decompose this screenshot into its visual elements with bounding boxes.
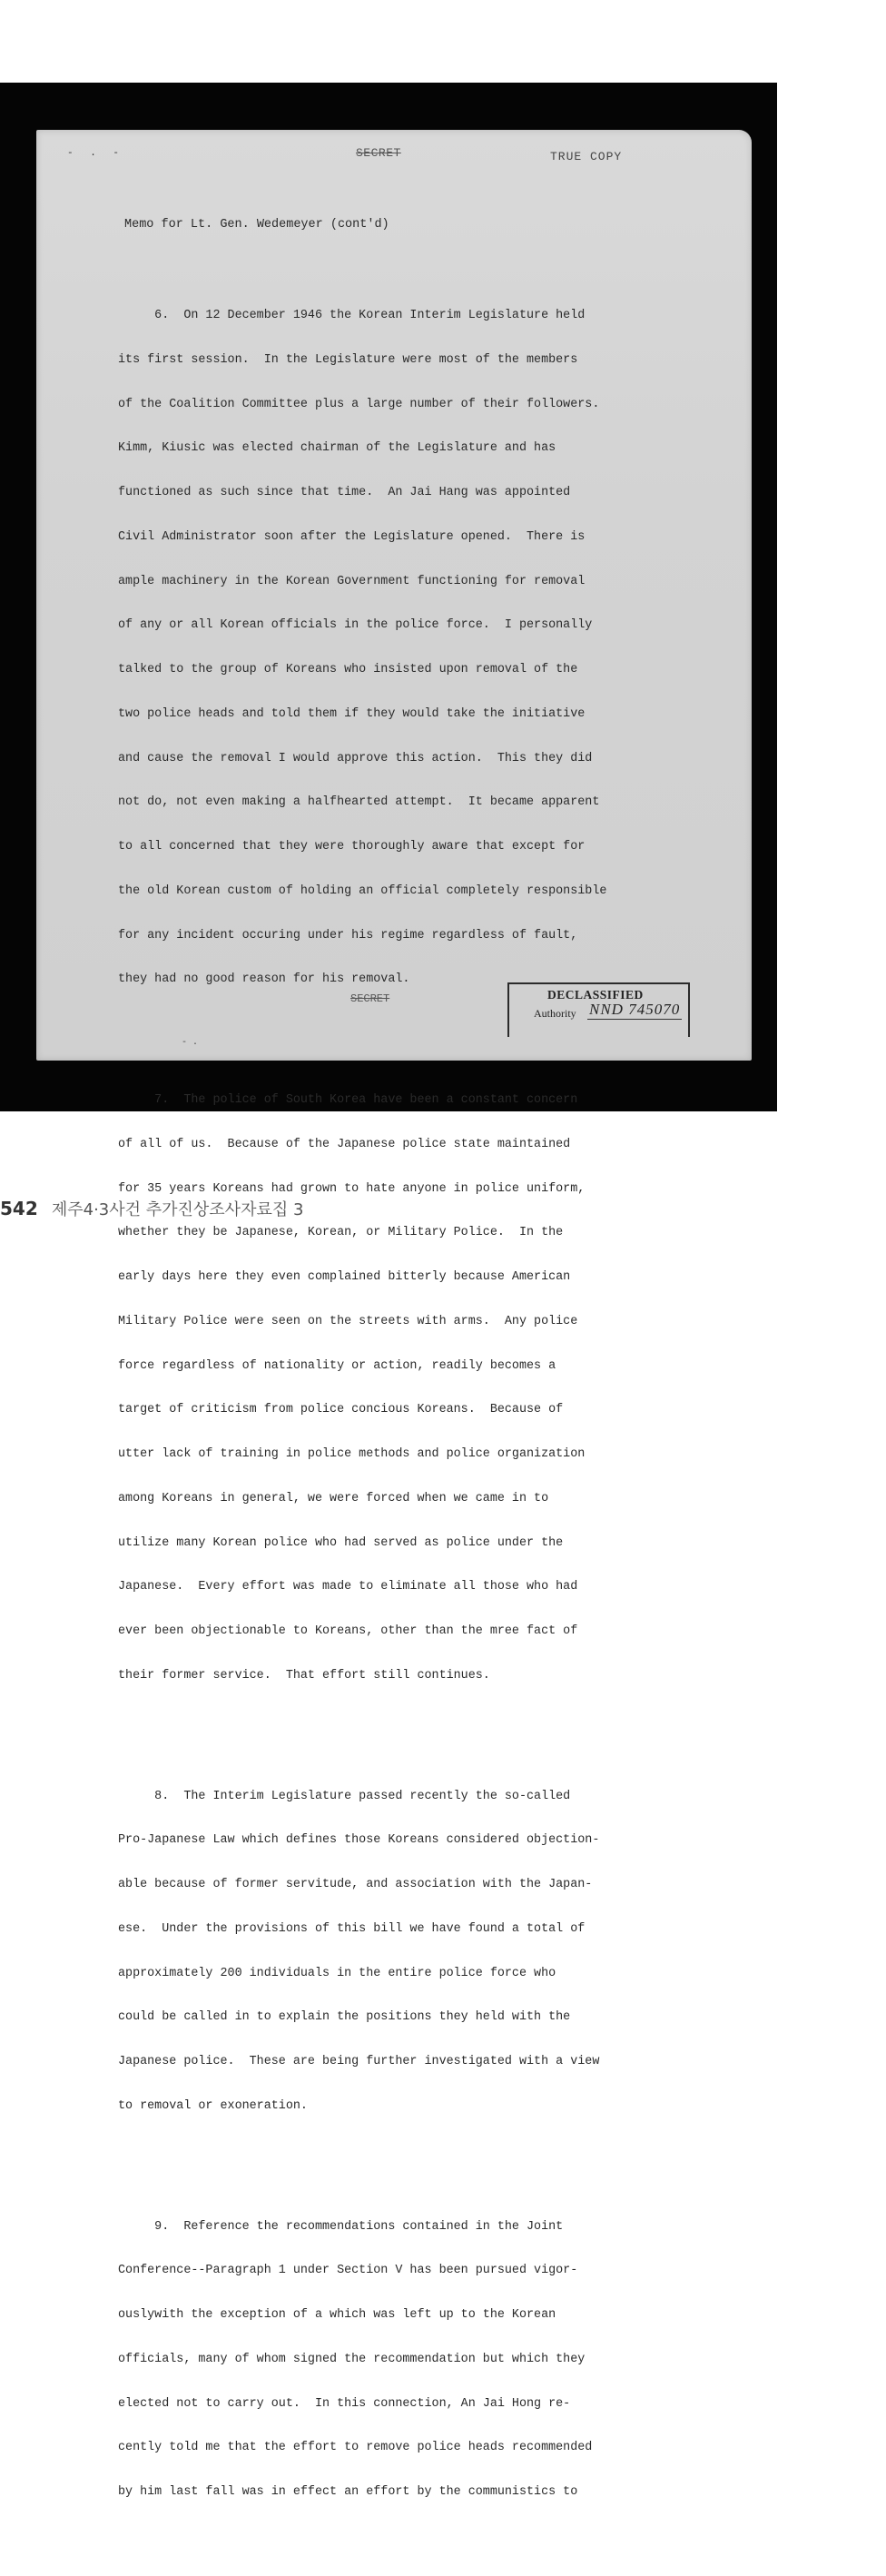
text-line: by him last fall was in effect an effort by the communistics to [118,2485,578,2499]
text-line: the old Korean custom of holding an official completely responsible [118,883,607,898]
text-line: of the Coalition Committee plus a large number of their followers. [118,397,600,411]
text-line: Japanese. Every effort was made to eliminate all those who had [118,1580,578,1594]
page-number: 542 [0,1198,38,1219]
text-line: Civil Administrator soon after the Legislature opened. There is [118,529,586,544]
paragraph-8 [118,1760,726,2144]
text-line: 7. The police of South Korea have been a constant concern [118,1093,578,1107]
book-title: 제주4·3사건 추가진상조사자료집 3 [51,1200,304,1219]
footer-classification-secret: SECRET [350,992,390,1005]
text-line: its first session. In the Legislature were most of the members [118,352,578,367]
text-line: for any incident occuring under his regime regardless of fault, [118,928,578,943]
text-line: Military Police were seen on the streets with arms. Any police [118,1314,578,1328]
text-line: not do, not even making a halfhearted attempt. It became apparent [118,795,600,810]
text-line: officials, many of whom signed the recommendation but which they [118,2352,586,2366]
text-line: cently told me that the effort to remove police heads recommended [118,2441,593,2455]
paragraph-6 [118,280,726,1018]
text-line: 9. Reference the recommendations contained in the Joint [118,2219,564,2234]
header-classification-secret: SECRET [356,146,401,160]
text-line: elected not to carry out. In this connection, An Jai Hong re- [118,2396,571,2411]
text-line: ever been objectionable to Koreans, other than the mree fact of [118,1624,578,1638]
text-line: target of criticism from police concious Koreans. Because of [118,1403,564,1417]
text-line: approximately 200 individuals in the entire police force who [118,1966,556,1980]
text-line: whether they be Japanese, Korean, or Military Police. In the [118,1226,564,1240]
text-line: ample machinery in the Korean Government functioning for removal [118,574,586,588]
text-line: Pro-Japanese Law which defines those Koreans considered objection- [118,1833,600,1848]
text-line: their former service. That effort still continues. [118,1668,490,1683]
text-line: force regardless of nationality or action, readily becomes a [118,1358,556,1373]
text-line: they had no good reason for his removal. [118,972,410,987]
text-line: two police heads and told them if they would take the initiative [118,706,586,721]
text-line: to removal or exoneration. [118,2098,308,2113]
true-copy-label: TRUE COPY [550,150,623,163]
authority-label: Authority [534,1007,576,1020]
memo-title: Memo for Lt. Gen. Wedemeyer (cont'd) [124,218,389,232]
text-line: early days here they even complained bitterly because American [118,1270,571,1284]
text-line: 8. The Interim Legislature passed recently the so-called [118,1789,571,1803]
text-line: among Koreans in general, we were forced when we came in to [118,1491,549,1505]
text-line: could be called in to explain the positions they held with the [118,2010,571,2025]
declassified-title: DECLASSIFIED [547,988,644,1002]
paragraph-7 [118,1064,726,1713]
text-line: for 35 years Koreans had grown to hate anyone in police uniform, [118,1181,586,1196]
declassified-stamp [507,982,690,1037]
text-line: able because of former servitude, and association with the Japan- [118,1878,593,1891]
text-line: of any or all Korean officials in the police force. I personally [118,618,593,633]
text-line: Conference--Paragraph 1 under Section V has been pursued vigor- [118,2264,578,2278]
text-line: talked to the group of Koreans who insisted upon removal of the [118,663,578,676]
text-line: ouslywith the exception of a which was left up to the Korean [118,2308,556,2322]
authority-code: NND 745070 [589,1001,681,1018]
scan-specks: - . [182,1038,199,1048]
text-line: of all of us. Because of the Japanese police state maintained [118,1137,571,1151]
text-line: utilize many Korean police who had served as police under the [118,1535,564,1550]
text-line: Kimm, Kiusic was elected chairman of the Legislature and has [118,441,556,456]
text-line: ese. Under the provisions of this bill we have found a total of [118,1921,586,1936]
paragraph-9 [118,2190,726,2530]
text-line: 6. On 12 December 1946 the Korean Interim Legislature held [118,309,586,322]
text-line: utter lack of training in police methods and police organization [118,1447,586,1461]
margin-marks: - . - [67,148,125,159]
text-line: Japanese police. These are being further investigated with a view [118,2055,600,2068]
text-line: functioned as such since that time. An Jai Hang was appointed [118,486,571,499]
text-line: to all concerned that they were thoroughly aware that except for [118,840,586,854]
text-line: and cause the removal I would approve this action. This they did [118,751,593,765]
memo-body [118,250,726,2576]
book-footer [0,1197,303,1219]
